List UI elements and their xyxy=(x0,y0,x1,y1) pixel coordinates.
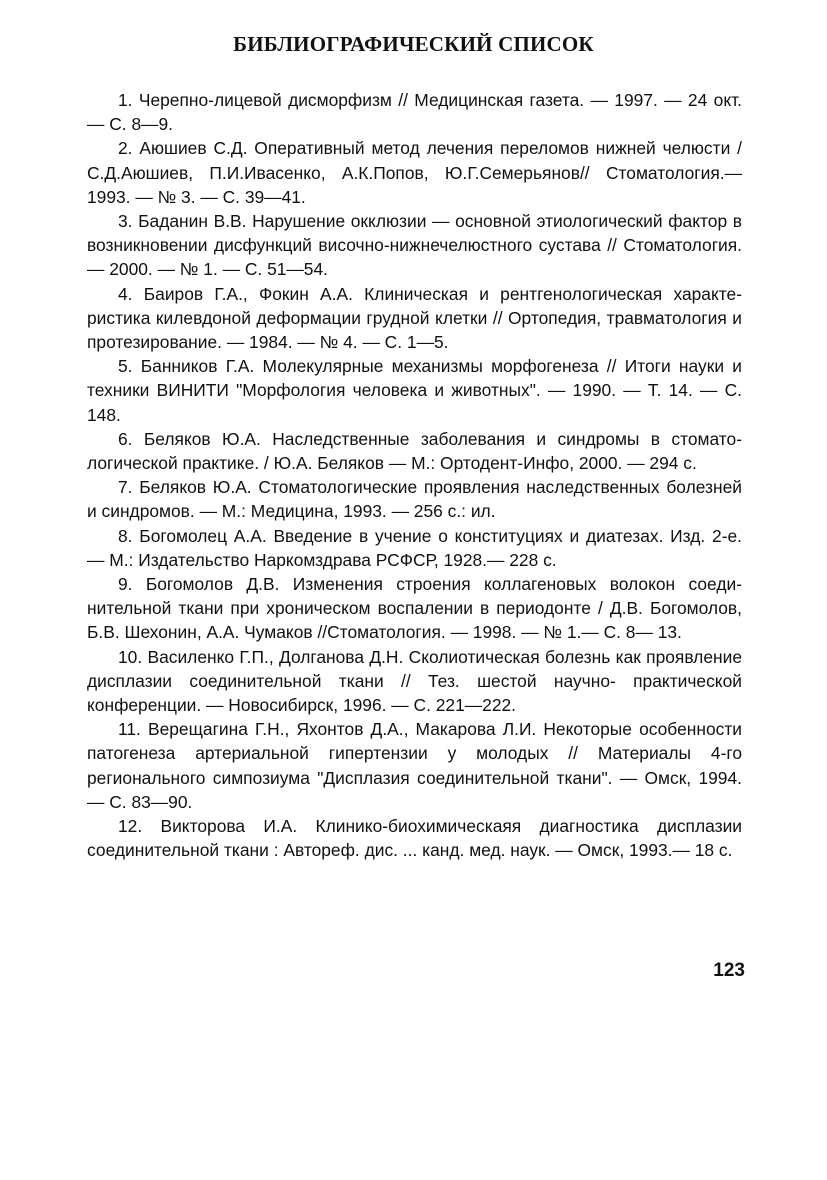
bibliography-entry: 6. Беляков Ю.А. Наследственные заболевания и синдромы в стоматологической практике. / Ю.А. Беляков — М.: Ортодент-Инфо, 2000. — 294 с. xyxy=(87,428,742,474)
bibliography-entry: 2. Аюшиев С.Д. Оперативный метод лечения переломов нижней челюсти / С.Д.Аюшиев, П.И.Ивасенко, А.К.Попов, Ю.Г.Семерьянов// Стоматология.— 1993. — № 3. — С. 39—41. xyxy=(87,138,742,207)
bibliography-list xyxy=(87,88,742,863)
bibliography-entry: 1. Черепно-лицевой дисморфизм // Медицинская газета. — 1997. — 24 окт. — С. 8—9. xyxy=(87,90,742,135)
bibliography-entry: 11. Верещагина Г.Н., Яхонтов Д.А., Макарова Л.И. Некоторые особенности патогенеза артериальной гипертензии у молодых // Материалы 4-го регионального симпозиума "Дисплазия соединительной ткани". — Омск, 1994. — С. 83—90. xyxy=(87,719,742,812)
page-title: БИБЛИОГРАФИЧЕСКИЙ СПИСОК xyxy=(233,32,594,56)
bibliography-entry: 5. Банников Г.А. Молекулярные механизмы морфогенеза // Итоги науки и техники ВИНИТИ "Морфология человека и животных". — 1990. — Т. 14. — С. 148. xyxy=(87,356,742,425)
page-number: 123 xyxy=(713,960,745,981)
bibliography-entry: 9. Богомолов Д.В. Изменения строения коллагеновых волокон соединительной ткани при хроническом воспалении в периодонте / Д.В. Богомолов, Б.В. Шехонин, А.А. Чумаков //Стоматология. — 1998. — № 1.— С. 8— 13. xyxy=(87,574,742,643)
bibliography-entry: 8. Богомолец А.А. Введение в учение о конституциях и диатезах. Изд. 2-е. — М.: Издательство Наркомздрава РСФСР, 1928.— 228 с. xyxy=(87,525,742,570)
bibliography-entry: 10. Василенко Г.П., Долганова Д.Н. Сколиотическая болезнь как проявление дисплазии соединительной ткани // Тез. шестой научно- практической конференции. — Новосибирск, 1996. — С. 221—222. xyxy=(87,646,742,716)
bibliography-entry: 3. Баданин В.В. Нарушение окклюзии — основной этиологический фактор в возникновении дисфункций височно-нижнечелюстного сустава // Стоматология. — 2000. — № 1. — С. 51—54. xyxy=(87,211,742,280)
bibliography-entry: 4. Баиров Г.А., Фокин А.А. Клиническая и рентгенологическая характеристика килевдоной деформации грудной клетки // Ортопедия, травматология и протезирование. — 1984. — № 4. — С. 1—5. xyxy=(87,283,742,353)
bibliography-entry: 7. Беляков Ю.А. Стоматологические проявления наследственных болезней и синдромов. — М.: Медицина, 1993. — 256 с.: ил. xyxy=(87,477,742,522)
bibliography-entry: 12. Викторова И.А. Клинико-биохимическаяя диагностика дисплазии соединительной ткани : Автореф. дис. ... канд. мед. наук. — Омск, 1993.— 18 с. xyxy=(87,816,742,861)
